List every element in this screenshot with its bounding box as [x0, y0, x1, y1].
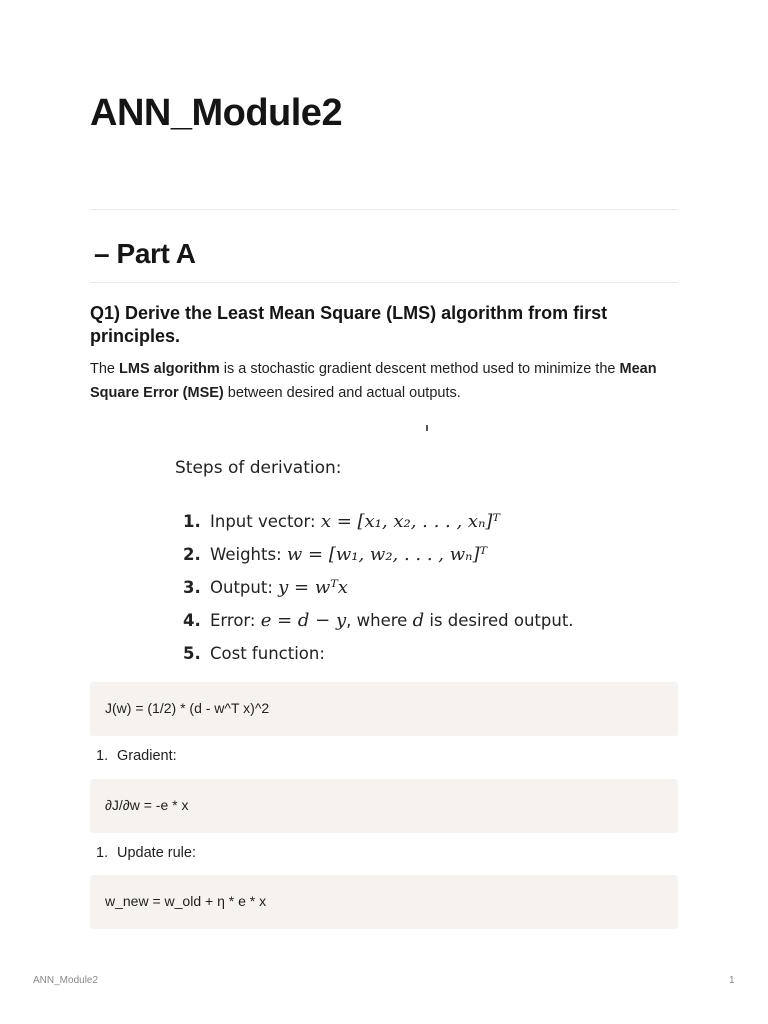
- step-label: Output:: [210, 578, 279, 597]
- list-item-update-rule: [96, 845, 196, 861]
- document-title: ANN_Module2: [90, 92, 343, 134]
- section-heading: – Part A: [94, 238, 196, 269]
- footer-page-number: 1: [729, 975, 735, 986]
- intro-text: between desired and actual outputs.: [223, 385, 461, 401]
- intro-paragraph: [90, 357, 678, 405]
- derivation-step: [183, 574, 574, 607]
- code-block-cost-function: [90, 682, 678, 736]
- intro-text: is a stochastic gradient descent method used to minimize the: [219, 361, 620, 377]
- step-math: y = wᵀx: [278, 577, 348, 598]
- step-math: w = [w₁, w₂, . . . , wₙ]ᵀ: [286, 544, 488, 565]
- question-heading: Q1) Derive the Least Mean Square (LMS) algorithm from first principles.: [90, 303, 608, 346]
- step-math: d: [412, 610, 425, 631]
- step-number: 2.: [183, 545, 201, 564]
- derivation-step: [183, 541, 574, 574]
- list-number: 1.: [96, 748, 109, 764]
- list-item-gradient: [96, 748, 177, 764]
- divider: [90, 209, 678, 210]
- image-marker: [426, 425, 428, 431]
- derivation-step: [183, 508, 574, 541]
- derivation-heading: Steps of derivation:: [175, 458, 342, 478]
- list-number: 1.: [96, 845, 109, 861]
- derivation-step: [183, 640, 574, 673]
- list-text: Update rule:: [117, 845, 196, 861]
- derivation-step: [183, 607, 574, 640]
- derivation-steps-image: [175, 458, 595, 668]
- divider: [90, 282, 678, 283]
- intro-bold-term: LMS algorithm: [119, 361, 220, 377]
- step-number: 1.: [183, 512, 201, 531]
- step-label: Cost function:: [210, 644, 325, 663]
- derivation-steps-list: [183, 508, 574, 673]
- step-text: , where: [346, 611, 413, 630]
- step-text: is desired output.: [424, 611, 574, 630]
- code-text: J(w) = (1/2) * (d - w^T x)^2: [105, 700, 270, 716]
- step-label: Weights:: [210, 545, 287, 564]
- step-number: 4.: [183, 611, 201, 630]
- code-block-update-rule: [90, 875, 678, 929]
- step-number: 3.: [183, 578, 201, 597]
- step-label: Input vector:: [210, 512, 321, 531]
- step-label: Error:: [210, 611, 261, 630]
- footer-document-name: ANN_Module2: [33, 975, 99, 986]
- step-number: 5.: [183, 644, 201, 663]
- code-text: ∂J/∂w = -e * x: [105, 797, 189, 813]
- code-text: w_new = w_old + η * e * x: [105, 893, 267, 909]
- intro-text: The: [90, 361, 120, 377]
- step-math: e = d − y: [260, 610, 347, 631]
- code-block-gradient: [90, 779, 678, 833]
- list-text: Gradient:: [117, 748, 177, 764]
- step-math: x = [x₁, x₂, . . . , xₙ]ᵀ: [320, 511, 500, 532]
- intro-bold-term: Mean Square Error (MSE): [90, 361, 657, 401]
